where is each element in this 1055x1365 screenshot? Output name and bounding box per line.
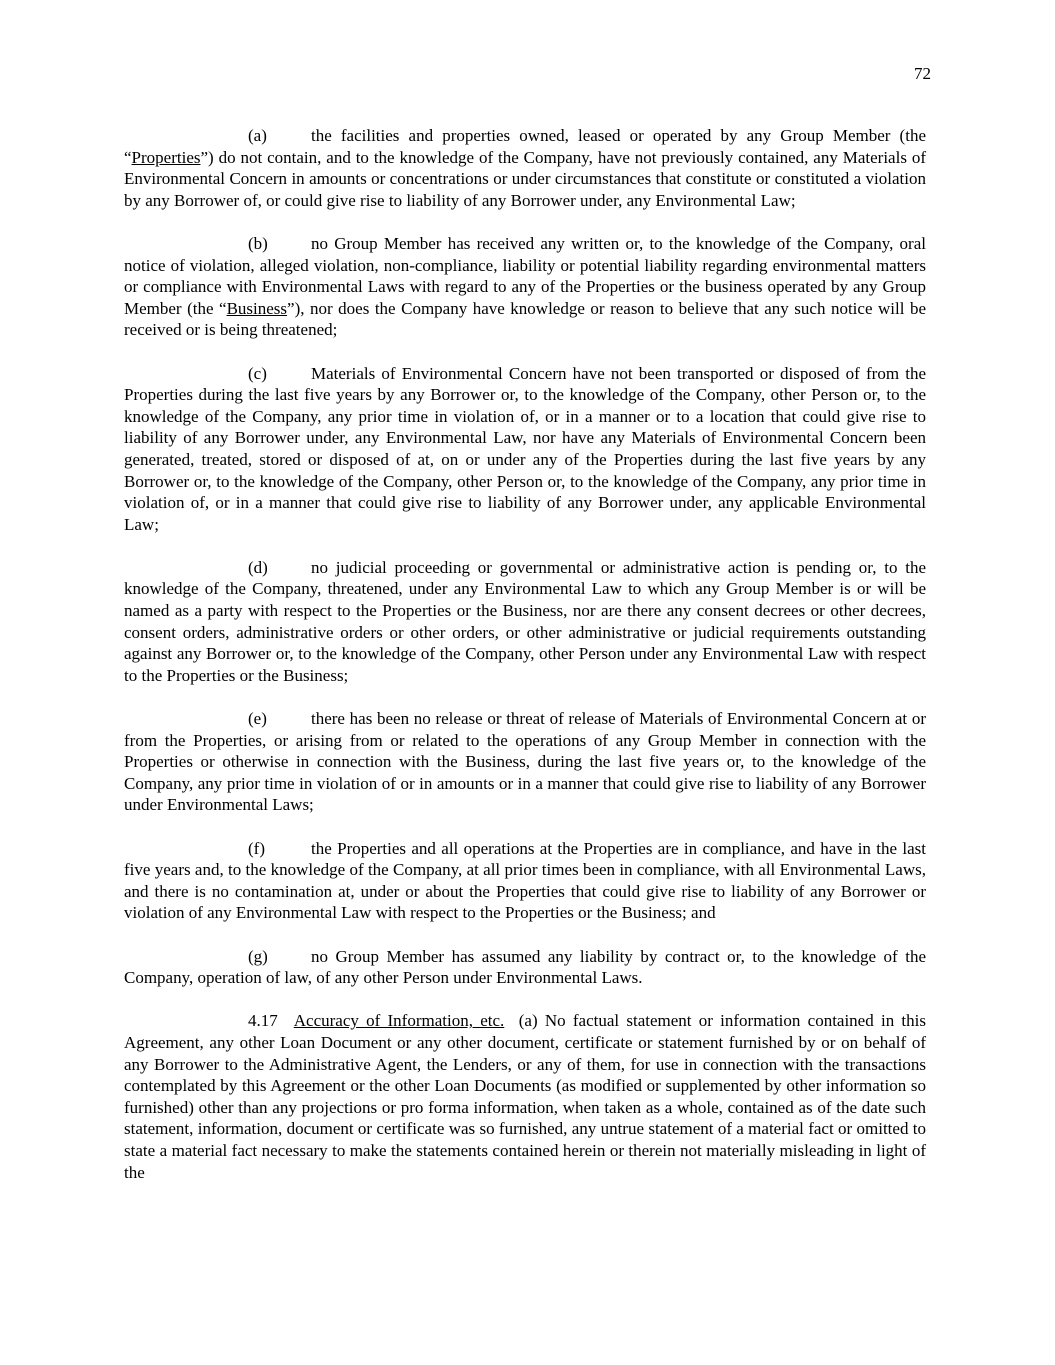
clause-label: (a) — [248, 126, 267, 145]
clause-text: the Properties and all operations at the Properties are in compliance, and have in the last five years and, to the knowledge of the Company, at all prior times been in compliance, with all Environmental Laws, and there is no contamination at, under or about the Properties that could give rise to liability of any Borrower or violation of any Environmental Law with respect to the Properties or the Business; and — [124, 838, 926, 923]
clause-text: no Group Member has assumed any liability by contract or, to the knowledge of the Company, operation of law, of any other Person under Environmental Laws. — [124, 946, 926, 988]
clause-label: (f) — [248, 838, 265, 858]
clause-label: (e) — [248, 709, 267, 729]
clause-label: (b) — [248, 233, 268, 253]
page-number: 72 — [914, 64, 931, 83]
clause-text: there has been no release or threat of release of Materials of Environmental Concern at or from the Properties, or arising from or related to the operations of any Group Member in connection with the Properties or otherwise in connection with the Business, during the last five years or, to the knowledge of the Company, any prior time in violation of or in amounts or in a manner that could give rise to liability of any Borrower under Environmental Laws; — [124, 709, 926, 815]
clause-e — [124, 708, 926, 816]
defined-term-business: Business — [226, 298, 288, 318]
defined-term-properties: Properties — [131, 147, 201, 167]
clause-text: no judicial proceeding or governmental or administrative action is pending or, to the knowledge of the Company, threatened, under any Environmental Law to which any Group Member is or will be named as a party with respect to the Properties or the Business, nor are there any consent decrees or other decrees, consent orders, administrative orders or other orders, or other administrative or judicial requirements outstanding against any Borrower or, to the knowledge of the Company, other Person under any Environmental Law with respect to the Properties or the Business; — [124, 557, 926, 685]
clause-b — [124, 233, 926, 341]
clause-text-cont: ”), nor does the Company have knowledge or reason to believe that any such notice will be received or is being threatened; — [124, 298, 926, 340]
clause-label: (g) — [248, 946, 268, 966]
document-body — [124, 125, 926, 1183]
section-number: 4.17 — [248, 1011, 278, 1031]
clause-text-cont: ”) do not contain, and to the knowledge of the Company, have not previously contained, any Materials of Environmental Concern in amounts or concentrations or under circumstances that constitute or constituted a violation by any Borrower of, or could give rise to liability of any Borrower under, any Environmental Law; — [124, 147, 926, 210]
clause-text: the facilities and properties owned, leased or operated by any Group Member (the “ — [124, 126, 926, 167]
clause-f — [124, 838, 926, 924]
clause-text: Materials of Environmental Concern have not been transported or disposed of from the Properties during the last five years by any Borrower or, to the knowledge of the Company, other Person or, to the knowledge of the Company, any prior time in violation of, or in a manner or to a location that could give rise to liability of any Borrower under, any Environmental Law, nor have any Materials of Environmental Concern been generated, treated, stored or disposed of at, on or under any of the Properties during the last five years by any Borrower or, to the knowledge of the Company, other Person or, to the knowledge of the Company, any prior time in violation of, or in a manner that could give rise to liability of any Borrower under, any applicable Environmental Law; — [124, 363, 926, 534]
clause-g — [124, 946, 926, 989]
section-heading: Accuracy of Information, etc. — [293, 1011, 505, 1031]
section-4-17 — [124, 1010, 926, 1183]
clause-text: no Group Member has received any written or, to the knowledge of the Company, oral notice of violation, alleged violation, non-compliance, liability or potential liability regarding environmental matters or compliance with Environmental Laws with regard to any of the Properties or the business operated by any Group Member (the “ — [124, 233, 926, 318]
clause-a — [124, 125, 926, 211]
section-text: (a) No factual statement or information contained in this Agreement, any other Loan Document or any other document, certificate or statement furnished by or on behalf of any Borrower to the Administrative Agent, the Lenders, or any of them, for use in connection with the transactions contemplated by this Agreement or the other Loan Documents (as modified or supplemented by other information so furnished) other than any projections or pro forma information, when taken as a whole, contained as of the date such statement, information, document or certificate was so furnished, any untrue statement of a material fact or omitted to state a material fact necessary to make the statements contained herein or therein not materially misleading in light of the — [124, 1011, 926, 1182]
clause-label: (c) — [248, 363, 267, 383]
clause-label: (d) — [248, 557, 268, 577]
clause-d — [124, 557, 926, 687]
clause-c — [124, 363, 926, 536]
